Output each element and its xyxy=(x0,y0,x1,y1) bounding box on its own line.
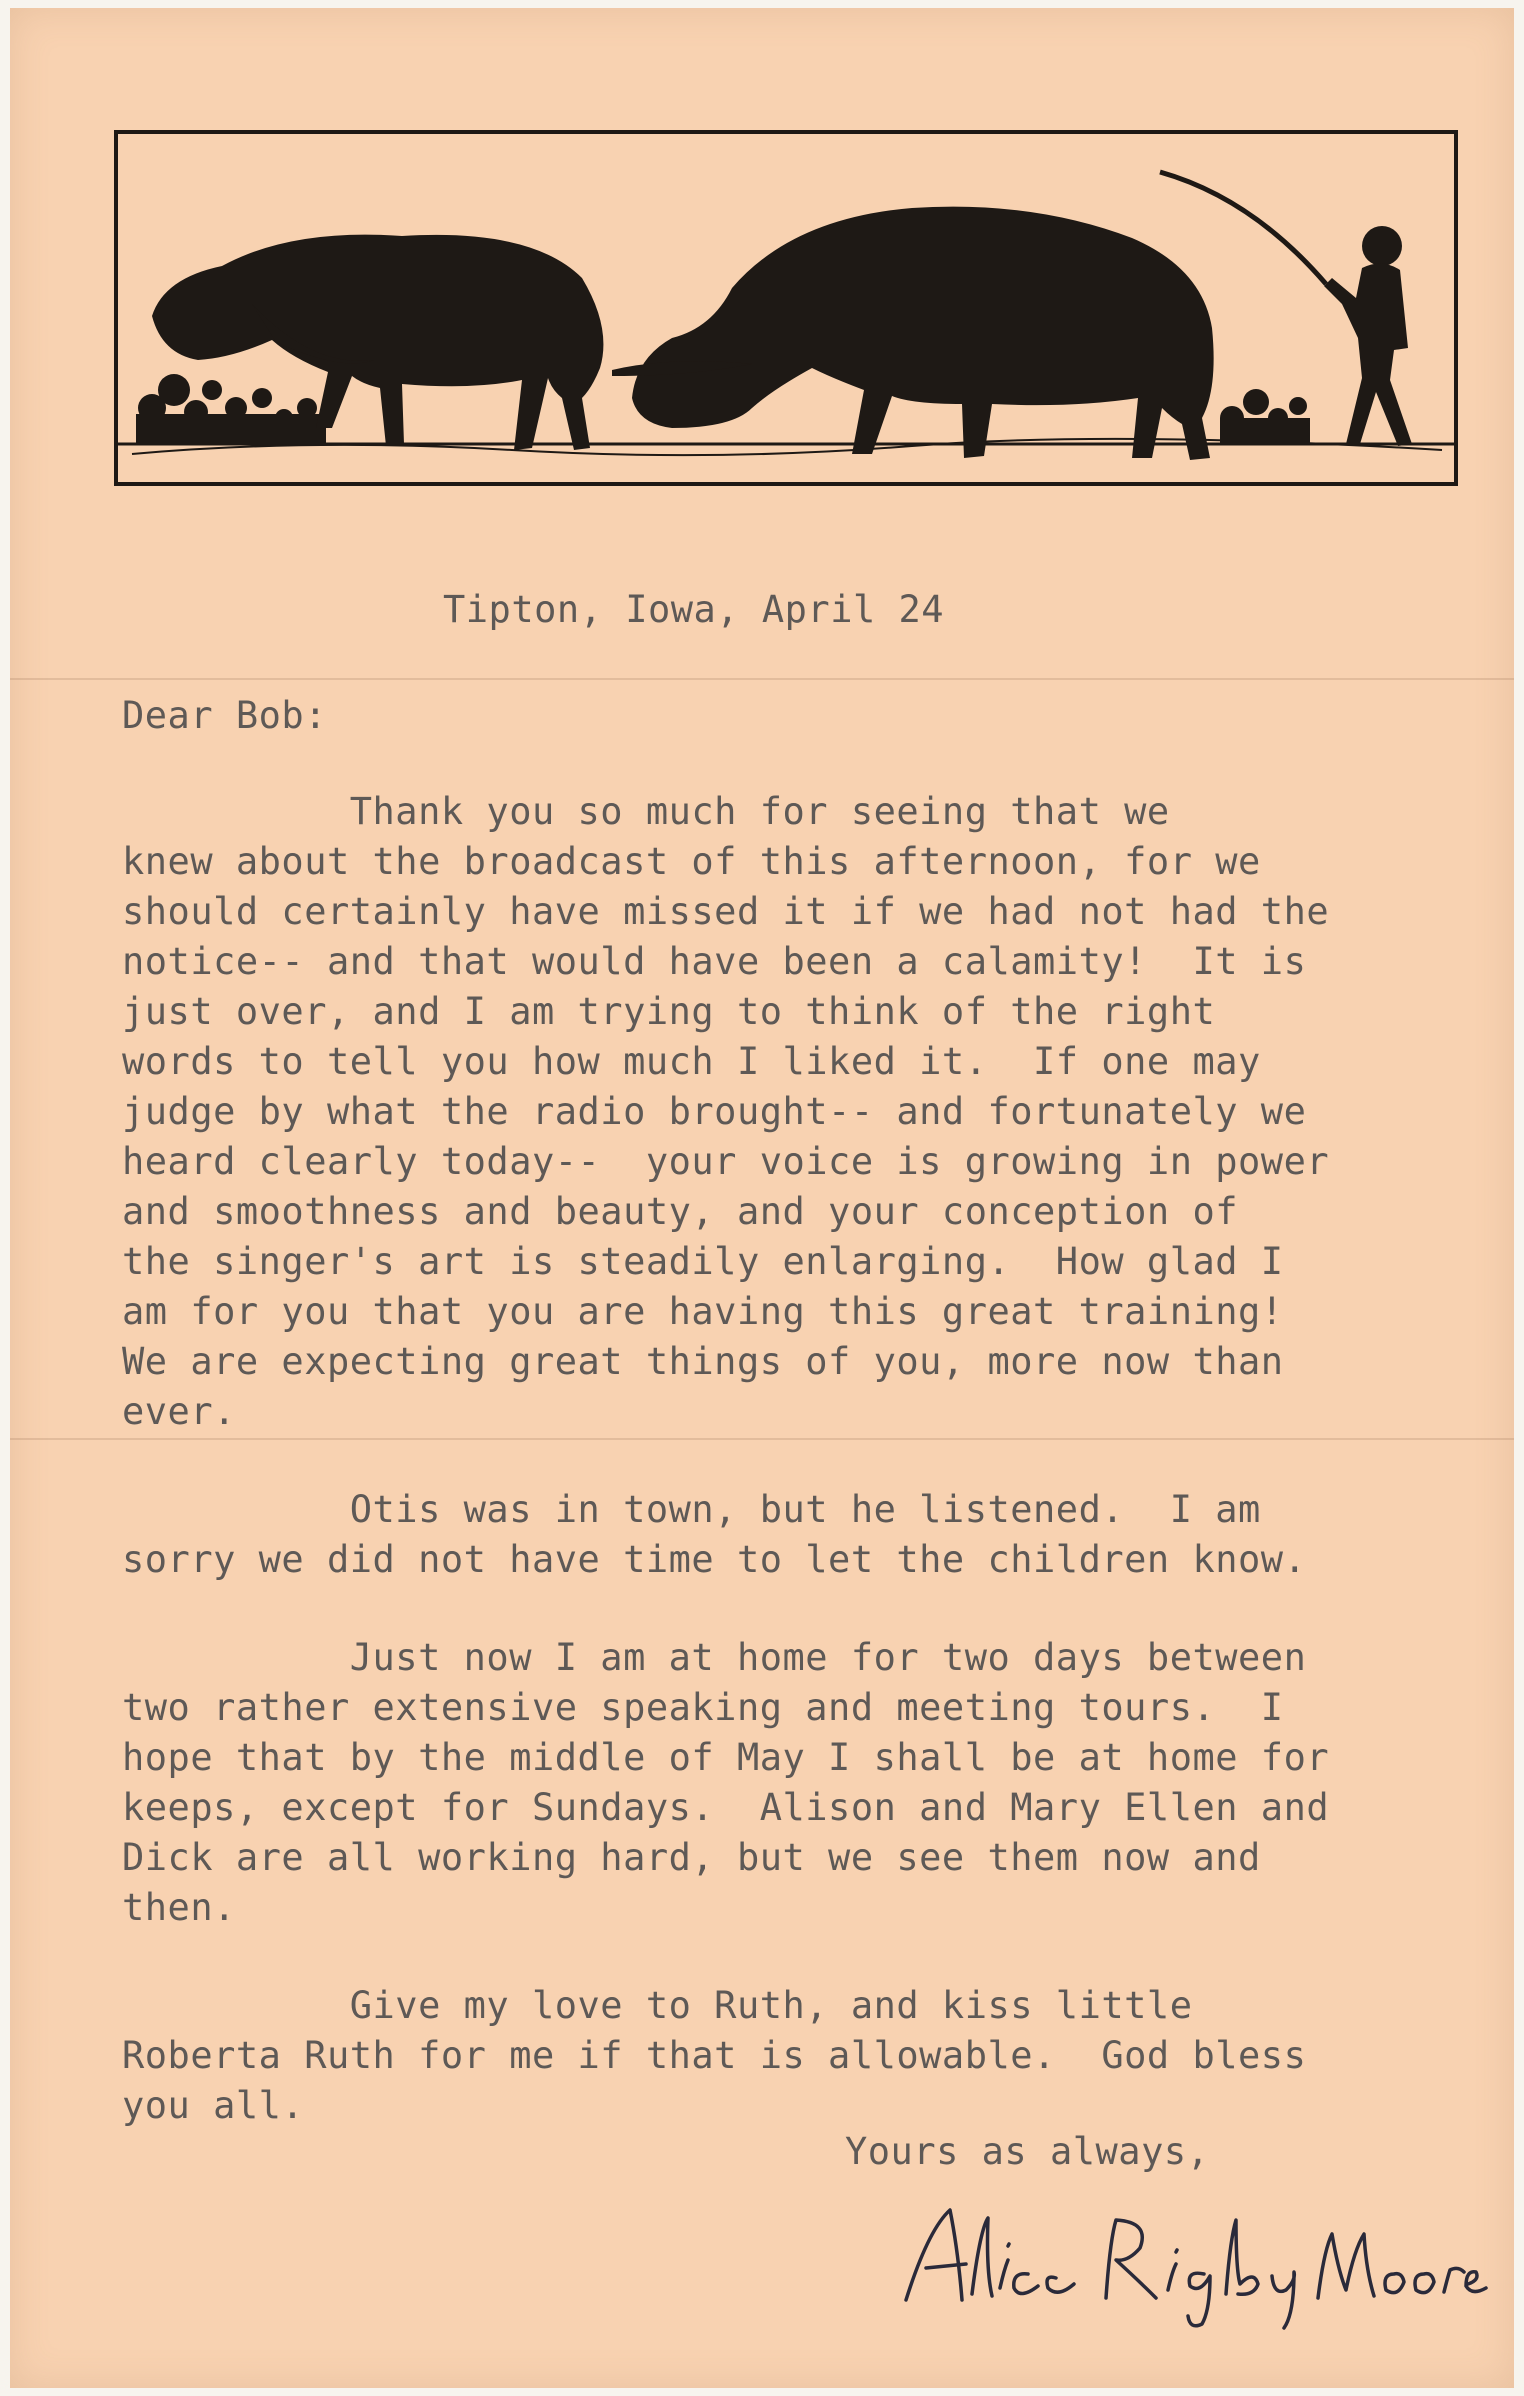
text-line: Thank you so much for seeing that we xyxy=(122,790,1170,833)
text-line: then. xyxy=(122,1886,236,1929)
text-line: keeps, except for Sundays. Alison and Mary Ellen and xyxy=(122,1786,1330,1829)
text-line: the singer's art is steadily enlarging. How glad I xyxy=(122,1240,1284,1283)
text-line: heard clearly today-- your voice is growing in power xyxy=(122,1140,1330,1183)
letterhead-illustration xyxy=(112,128,1460,490)
closing: Yours as always, xyxy=(845,2130,1210,2173)
text-line: and smoothness and beauty, and your conception of xyxy=(122,1190,1239,1233)
handwritten-signature xyxy=(888,2190,1488,2340)
place-date: Tipton, Iowa, April 24 xyxy=(443,588,945,631)
fold-crease xyxy=(10,678,1514,680)
text-line: hope that by the middle of May I shall be at home for xyxy=(122,1736,1330,1779)
text-line: am for you that you are having this great training! xyxy=(122,1290,1284,1333)
text-line: ever. xyxy=(122,1390,236,1433)
text-line: should certainly have missed it if we had not had the xyxy=(122,890,1330,933)
text-line: just over, and I am trying to think of the right xyxy=(122,990,1216,1033)
text-line: words to tell you how much I liked it. If one may xyxy=(122,1040,1261,1083)
text-line: judge by what the radio brought-- and fortunately we xyxy=(122,1090,1307,1133)
text-line: two rather extensive speaking and meeting tours. I xyxy=(122,1686,1284,1729)
text-line: Dick are all working hard, but we see them now and xyxy=(122,1836,1261,1879)
salutation: Dear Bob: xyxy=(122,694,327,737)
shrub-left-icon xyxy=(136,374,326,444)
text-line: you all. xyxy=(122,2084,305,2127)
text-line: Otis was in town, but he listened. I am xyxy=(122,1488,1261,1531)
text-line: Give my love to Ruth, and kiss little xyxy=(122,1984,1193,2027)
fold-crease xyxy=(10,1438,1514,1440)
text-line: sorry we did not have time to let the children know. xyxy=(122,1538,1307,1581)
buffalo-silhouette-icon xyxy=(612,207,1214,460)
text-line: knew about the broadcast of this afternoon, for we xyxy=(122,840,1261,883)
text-line: We are expecting great things of you, more now than xyxy=(122,1340,1284,1383)
text-line: notice-- and that would have been a calamity! It is xyxy=(122,940,1307,983)
shrub-right-icon xyxy=(1220,389,1310,444)
text-line: Just now I am at home for two days between xyxy=(122,1636,1307,1679)
text-line: Roberta Ruth for me if that is allowable. God bless xyxy=(122,2034,1307,2077)
